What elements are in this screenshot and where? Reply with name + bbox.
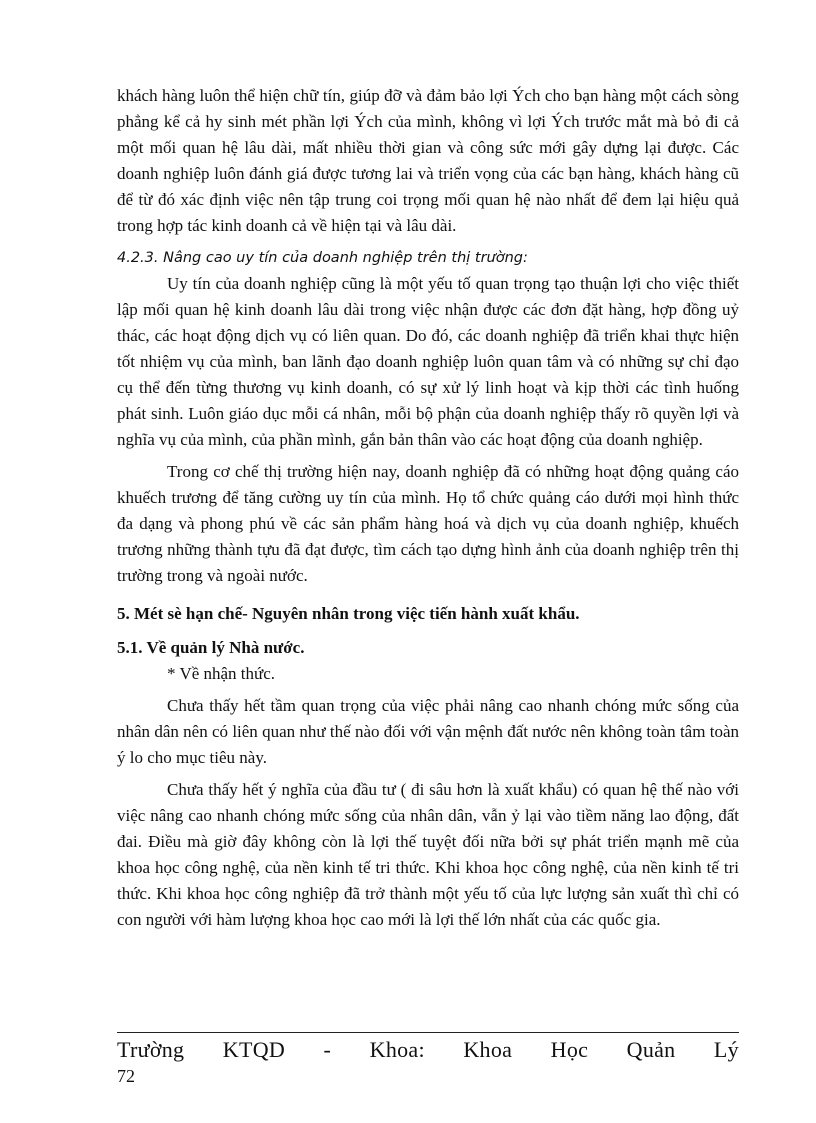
paragraph-intro: khách hàng luôn thể hiện chữ tín, giúp đỡ và đảm bảo lợi Ých cho bạn hàng một cách sòng phẳng kể cả hy sinh mét phần lợi Ých của mình, không vì lợi Ých trước mắt mà bỏ đi cả một mối quan hệ lâu dài, mất nhiều thời gian và công sức mới gây dựng lại được. Các doanh nghiệp luôn đánh giá được tương lai và triển vọng của các bạn hàng, khách hàng cũ để từ đó xác định việc nên tập trung coi trọng mối quan hệ nào nhất để đem lại hiệu quả trong hợp tác kinh doanh cả về hiện tại và lâu dài. bbox=[117, 86, 739, 235]
footer-word: Khoa: bbox=[369, 1037, 425, 1062]
bullet-awareness: * Về nhận thức. bbox=[167, 664, 276, 683]
paragraph-advertising: Trong cơ chế thị trường hiện nay, doanh nghiệp đã có những hoạt động quảng cáo khuếch trương để tăng cường uy tín của mình. Họ tổ chức quảng cáo dưới mọi hình thức đa dạng và phong phú về các sản phẩm hàng hoá và dịch vụ của doanh nghiệp, khuếch trương những thành tựu đã đạt được, tìm cách tạo dựng hình ảnh của doanh nghiệp trên thị trường trong và ngoài nước. bbox=[117, 462, 739, 585]
paragraph-investment: Chưa thấy hết ý nghĩa của đầu tư ( đi sâu hơn là xuất khẩu) có quan hệ thế nào với việc nâng cao nhanh chóng mức sống của nhân dân, vẫn ỷ lại vào tiềm năng lao động, đất đai. Điều mà giờ đây không còn là lợi thế tuyệt đối nữa bởi sự phát triển mạnh mẽ của khoa học công nghệ, của nền kinh tế tri thức. Khi khoa học công nghệ, của nền kinh tế tri thức. Khi khoa học công nghiệp đã trở thành một yếu tố của lực lượng sản xuất thì chỉ có con người với hàm lượng khoa học cao mới là lợi thế lớn nhất của các quốc gia. bbox=[117, 780, 739, 929]
footer-word: Học bbox=[550, 1037, 589, 1062]
footer-institution bbox=[117, 1036, 739, 1064]
footer-divider bbox=[117, 1032, 739, 1033]
document-body bbox=[117, 83, 739, 933]
subheading-4-2-3: 4.2.3. Nâng cao uy tín của doanh nghiệp trên thị trường: bbox=[117, 250, 528, 266]
section-heading-5: 5. Mét sè hạn chế- Nguyên nhân trong việc tiến hành xuất khẩu. bbox=[117, 604, 580, 623]
footer-word: KTQD bbox=[222, 1037, 286, 1062]
footer-word: Lý bbox=[713, 1037, 739, 1062]
footer-word: Trường bbox=[117, 1037, 185, 1062]
footer-word: - bbox=[323, 1037, 332, 1062]
paragraph-reputation: Uy tín của doanh nghiệp cũng là một yếu tố quan trọng tạo thuận lợi cho việc thiết lập mối quan hệ kinh doanh lâu dài trong việc nhận được các đơn đặt hàng, hợp đồng uỷ thác, các hoạt động dịch vụ có liên quan. Do đó, các doanh nghiệp đã triển khai thực hiện tốt nhiệm vụ của mình, ban lãnh đạo doanh nghiệp luôn quan tâm và có những sự chỉ đạo cụ thể đến từng thương vụ kinh doanh, có sự xử lý linh hoạt và kịp thời các tình huống phát sinh. Luôn giáo dục mỗi cá nhân, mỗi bộ phận của doanh nghiệp thấy rõ quyền lợi và nghĩa vụ của mình, của phần mình, gắn bản thân vào các hoạt động của doanh nghiệp. bbox=[117, 274, 739, 449]
paragraph-living-standards: Chưa thấy hết tầm quan trọng của việc phải nâng cao nhanh chóng mức sống của nhân dân nên có liên quan như thế nào đối với vận mệnh đất nước nên không toàn tâm toàn ý lo cho mục tiêu này. bbox=[117, 696, 739, 767]
section-heading-5-1: 5.1. Về quản lý Nhà nước. bbox=[117, 638, 305, 657]
page-number: 72 bbox=[117, 1066, 135, 1086]
footer-word: Quản bbox=[626, 1037, 676, 1062]
footer-word: Khoa bbox=[463, 1037, 513, 1062]
